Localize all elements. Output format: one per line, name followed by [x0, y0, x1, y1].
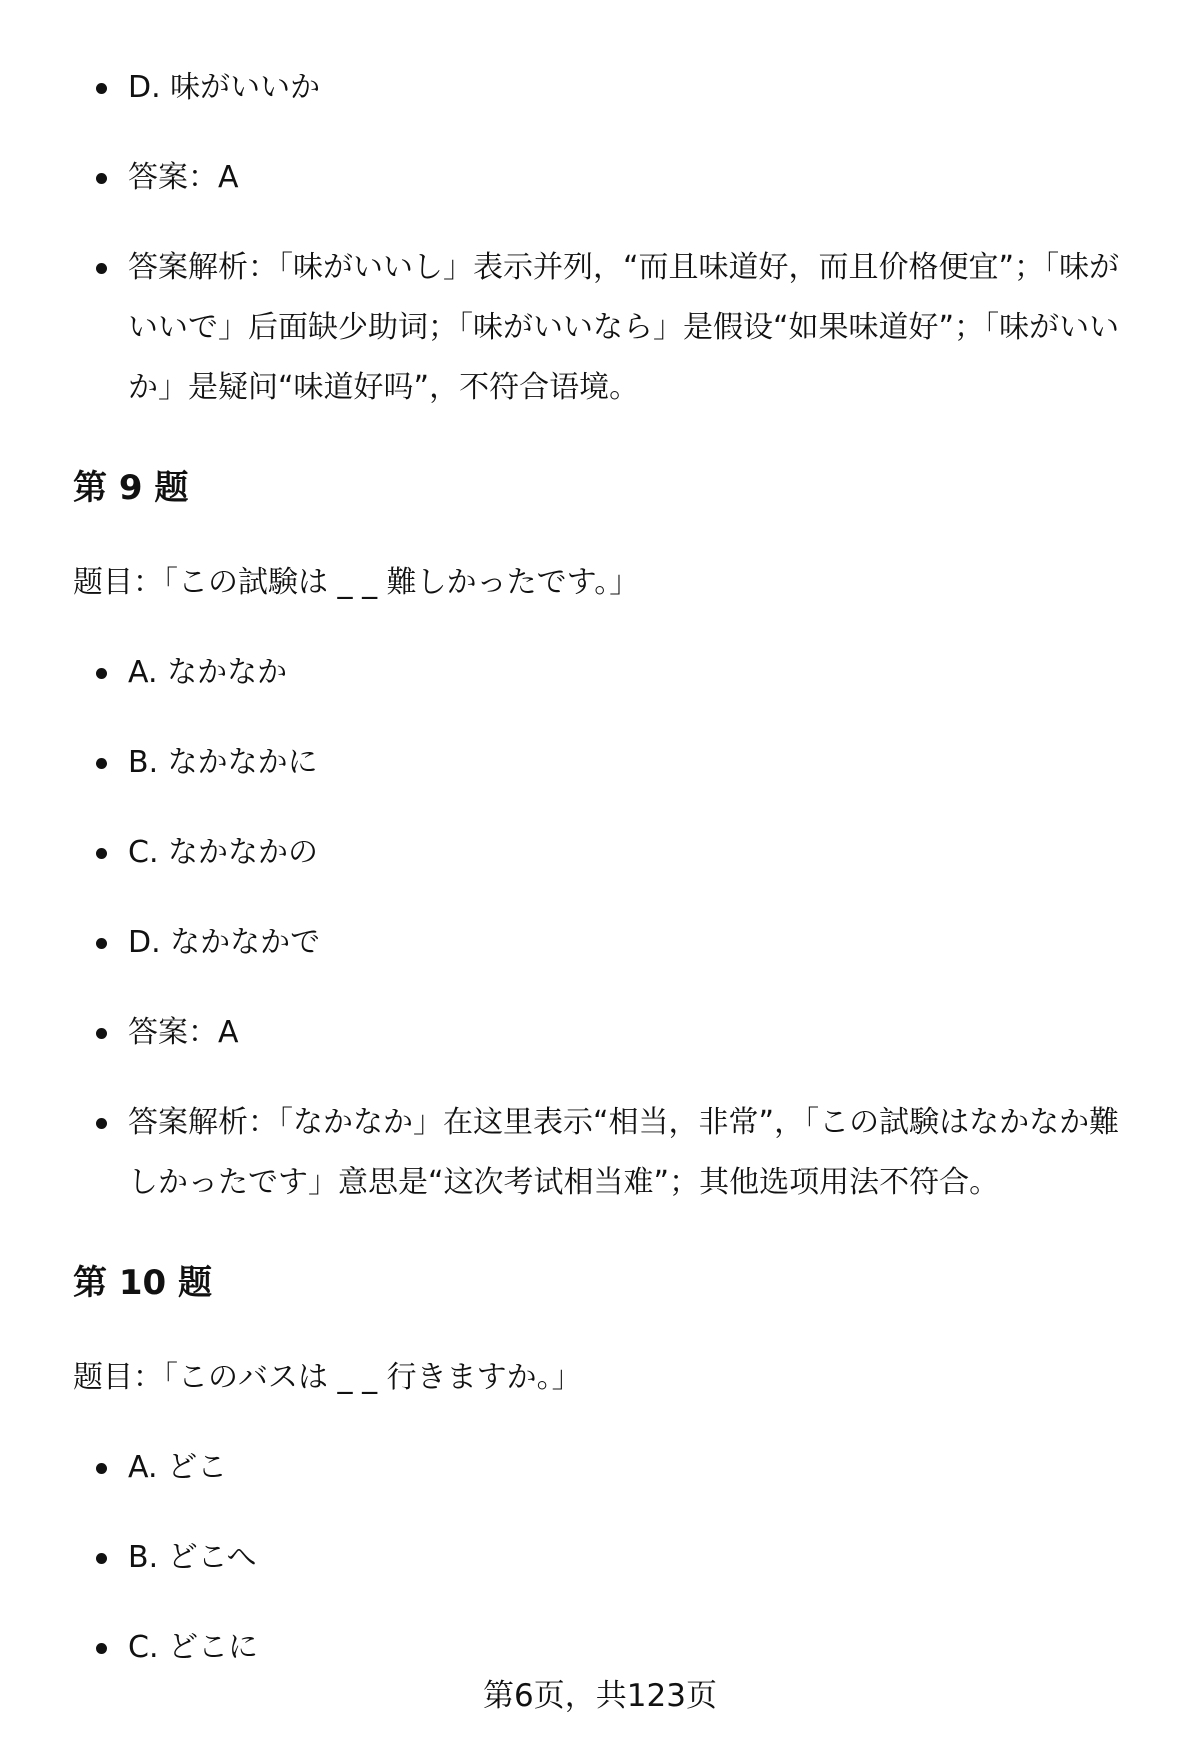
- answer-explanation: 答案解析：「なかなか」在这里表示“相当，非常”，「この試験はなかなか難しかったです」意思是“这次考试相当难”；其他选项用法不符合。: [0, 1093, 1200, 1213]
- option-b: B. どこへ: [0, 1528, 1200, 1588]
- question-9-options: [0, 643, 1200, 1213]
- question-10-prompt: 题目：「このバスは _ _ 行きますか。」: [73, 1360, 582, 1395]
- answer-explanation: 答案解析：「味がいいし」表示并列，“而且味道好，而且价格便宜”；「味がいいで」后面缺少助词；「味がいいなら」是假设“如果味道好”；「味がいいか」是疑问“味道好吗”，不符合语境。: [0, 238, 1200, 418]
- answer: 答案：A: [0, 1003, 1200, 1063]
- question-9-heading: 第 9 题: [73, 468, 189, 508]
- question-10-options: [0, 1438, 1200, 1678]
- answer: 答案：A: [0, 148, 1200, 208]
- option-c: C. どこに: [0, 1618, 1200, 1678]
- option-d: D. 味がいいか: [0, 58, 1200, 118]
- option-c: C. なかなかの: [0, 823, 1200, 883]
- question-9-prompt: 题目：「この試験は _ _ 難しかったです。」: [73, 565, 640, 600]
- question-10-heading: 第 10 题: [73, 1263, 212, 1303]
- option-a: A. なかなか: [0, 643, 1200, 703]
- option-a: A. どこ: [0, 1438, 1200, 1498]
- option-d: D. なかなかで: [0, 913, 1200, 973]
- page-footer: 第6页，共123页: [483, 1678, 717, 1714]
- option-b: B. なかなかに: [0, 733, 1200, 793]
- prev-question-options: [0, 58, 1200, 418]
